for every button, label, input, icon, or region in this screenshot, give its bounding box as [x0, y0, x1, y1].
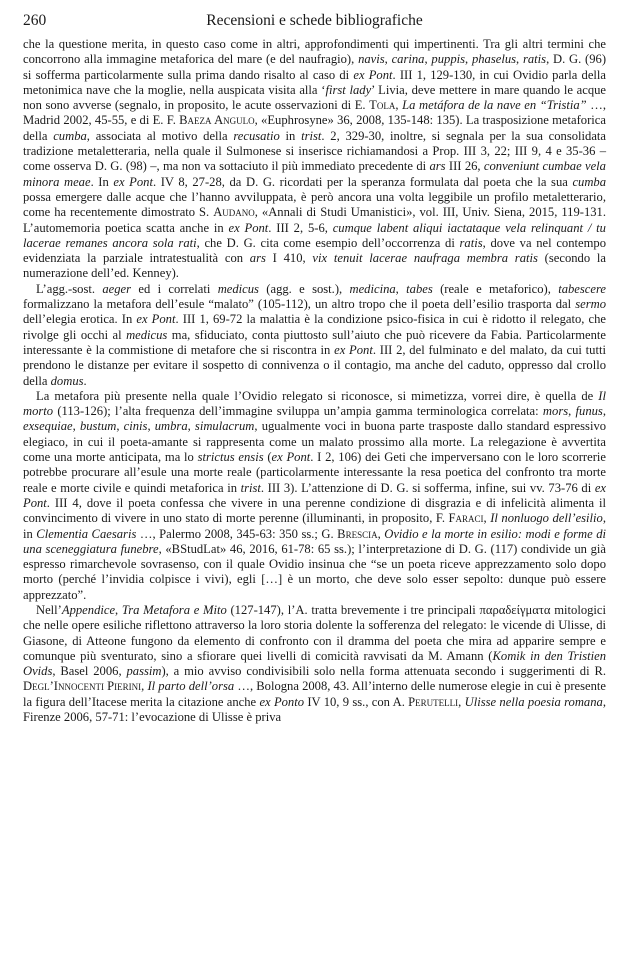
- italic-span: carina: [391, 52, 425, 67]
- italic-span: Appendice: [61, 602, 116, 617]
- text-run: ,: [516, 52, 523, 67]
- italic-span: bustum: [79, 419, 117, 434]
- italic-span: navis: [358, 52, 385, 67]
- italic-span: ex Pont: [228, 220, 269, 235]
- text-run: . In: [90, 174, 114, 189]
- text-run: . III 4, dove il poeta confessa che vivere in una perenne condizione di disgrazia e di infelicità alimenta il convincimento di vivere in uno stato di morte perenne (illuminanti, in proposito, F.: [23, 495, 606, 526]
- text-run: , dove va nel contempo evidenziata la parziale intratestualità con: [23, 235, 606, 266]
- text-run: , Basel 2006,: [52, 664, 127, 679]
- italic-span: cumque labent aliqui iactataque vela relinquant / tu lacerae remanes ancora sola rati: [23, 220, 606, 250]
- text-run: dell’elegia erotica. In: [23, 312, 137, 327]
- italic-span: trist: [240, 480, 261, 495]
- text-run: L’agg.-sost.: [36, 281, 103, 296]
- italic-span: exsequiae: [23, 419, 73, 434]
- text-run: ,: [384, 52, 392, 67]
- text-run: III 26,: [445, 159, 484, 174]
- italic-span: recusatio: [233, 128, 280, 143]
- text-run: (: [263, 450, 272, 465]
- italic-span: strictus ensis: [197, 450, 264, 465]
- running-header: [23, 11, 606, 31]
- italic-span: Komik in den Tristien Ovids: [23, 648, 606, 679]
- text-run: . III 1, 129-130, in cui Ovidio parla della metonimica nave che la moglie, nella auspicata visita alla ‘: [23, 67, 606, 97]
- text-run: , in: [23, 511, 607, 541]
- italic-span: funus: [575, 404, 603, 419]
- text-run: …, Bologna 2008, 43. All’interno delle numerose elegie in cui è presente la figura dell’Itacese merita la citazione anche: [23, 679, 606, 709]
- italic-span: passim: [126, 664, 162, 679]
- italic-span: conveniunt cumbae vela minora meae: [23, 159, 606, 189]
- text-run: . IV 8, 27-28, da D. G. ricordati per la speranza formulata dal poeta che la sua: [152, 174, 573, 189]
- italic-span: ratis: [459, 235, 483, 250]
- italic-span: simulacrum: [194, 419, 255, 434]
- italic-span: tabes: [406, 281, 433, 296]
- text-run: ,: [147, 419, 155, 434]
- text-run: ed i correlati: [131, 281, 218, 296]
- italic-span: trist: [301, 128, 322, 143]
- text-run: (secondo la numerazione dell’ed. Kenney).: [23, 251, 606, 281]
- italic-span: ars: [429, 159, 446, 174]
- italic-span: ars: [249, 251, 266, 266]
- italic-span: cinis: [123, 419, 148, 434]
- text-run: (agg. e sost.),: [258, 281, 350, 296]
- text-run: , D. G. (96) si sofferma particolarmente sulla prima dando risalto al caso di: [23, 52, 607, 82]
- italic-span: cumba: [53, 128, 87, 143]
- italic-span: ex Pont: [113, 174, 153, 189]
- italic-span: vix tenuit lacerae naufraga membra ratis: [312, 251, 538, 266]
- italic-span: Ulisse nella poesia romana: [464, 694, 603, 709]
- text-run: , che D. G. cita come esempio dell’occorrenza di: [196, 235, 460, 250]
- text-run: .: [83, 373, 87, 388]
- italic-span: aeger: [102, 281, 132, 296]
- review-body: [23, 37, 606, 725]
- text-run: , associata al motivo della: [86, 128, 234, 143]
- italic-span: medicus: [217, 281, 259, 296]
- text-run: . III 2, 5-6,: [268, 220, 333, 235]
- text-run: (113-126); l’alta frequenza dell’immagine sviluppa un’ampia gamma terminologica correlata:: [53, 404, 543, 419]
- text-run: possa emergere dalle acque che l’hanno avviluppata, è però ancora una volta leggibile un profilo metaletterario, come ha recentemente dimostrato S.: [23, 189, 606, 220]
- running-title: Recensioni e schede bibliografiche: [206, 12, 423, 29]
- text-run: ,: [72, 419, 80, 434]
- text-run: IV 10, 9 ss., con A.: [304, 694, 409, 709]
- text-run: , «Euphrosyne» 36, 2008, 135-148: 135). La trasposizione metaforica della: [23, 113, 606, 143]
- text-run: formalizzano la metafora dell’esule “malato” (105-112), un altro tropo che il poeta dell’esilio trasporta dal: [23, 297, 576, 312]
- text-run: , «BStudLat» 46, 2016, 61-78: 65 ss.); l’interpretazione di D. G. (117) condivide un già espresso rimarchevole sovrasenso, con il quale Ovidio insinua che “se un poeta riceve apprezzamento solo dopo morto (perché l’invidia colpisce i vivi), egli […] è un morto, che deve solo esser sepolto: dunque può essere apprezzato”.: [23, 541, 606, 602]
- italic-span: Il morto: [23, 388, 606, 419]
- text-run: I 410,: [265, 251, 313, 266]
- italic-span: medicina: [349, 281, 396, 296]
- text-run: ,: [187, 419, 195, 434]
- italic-span: Tra Metafora e Mito: [121, 602, 227, 617]
- italic-span: ex Ponto: [259, 694, 305, 709]
- text-run: ,: [465, 52, 472, 67]
- text-run: ma, sfiduciato, conta piuttosto sull’aiuto che può ricevere da Fabia. Particolarmente interessante è la commistione di metafore che si riscontra in: [23, 327, 607, 357]
- text-run: , ugualmente voci in buona parte trasposte dallo standard espressivo elegiaco, in cui il poeta-amante si rappresenta come un malato prossimo alla morte. La relegazione è avvertita come una morte anticipata, ma lo: [23, 419, 607, 465]
- author-name: Degl’Innocenti Pierini: [23, 679, 142, 694]
- text-run: ,: [115, 602, 122, 617]
- author-name: Brescia: [337, 526, 378, 541]
- italic-span: Clementia Caesaris: [36, 526, 137, 541]
- italic-span: ex Pont: [353, 67, 393, 82]
- text-run: che la questione merita, in questo caso come in altri, approfondimenti qui impertinenti. Tra gli altri termini che concorrono alla immagine metaforica del mare (e del naufragio),: [23, 37, 606, 67]
- page-number: 260: [23, 12, 47, 29]
- italic-span: medicus: [126, 327, 168, 342]
- text-run: La metafora più presente nella quale l’Ovidio relegato si riconosce, si mimetizza, vorrei dire, è quella de: [36, 388, 599, 403]
- italic-span: ex Pont: [23, 480, 606, 510]
- italic-span: Il nonluogo dell’esilio: [490, 511, 603, 526]
- text-run: . III 3). L’attenzione di D. G. si sofferma, infine, sui vv. 73-76 di: [260, 480, 595, 495]
- italic-span: phaselus: [471, 52, 517, 67]
- italic-span: ex Pont: [271, 450, 311, 465]
- italic-span: ex Pont: [136, 312, 176, 327]
- italic-span: tabescere: [558, 281, 606, 296]
- italic-span: Ovidio e la morte in esilio: modi e forme di una sceneggiatura funebre: [23, 526, 607, 556]
- author-name: Audano: [213, 205, 255, 220]
- text-run: in: [279, 128, 302, 143]
- text-run: . 2, 329-30, inoltre, si segnala per la sua consolidata tradizione metaletteraria, nella quale il Sulmonese si inserisce richiamandosi a Prop. III 3, 22; III 9, 4 e 35-36 – come osserva D. G. (98) –, ma non va sottaciuto il più immediato precedente di: [23, 128, 607, 174]
- text-run: ,: [395, 281, 407, 296]
- text-run: ’ Livia, deve mettere in mare quando le acque non sono avverse (segnalo, in proposito, le acute osservazioni di E.: [23, 82, 606, 113]
- author-name: Baeza Angulo: [179, 113, 255, 128]
- paragraph-il-morto: [23, 389, 606, 603]
- text-run: ,: [116, 419, 124, 434]
- text-run: Nell’: [36, 602, 62, 617]
- text-run: ,: [458, 694, 465, 709]
- paragraph-aeger: [23, 282, 606, 389]
- text-run: ,: [568, 404, 576, 419]
- text-run: ,: [377, 526, 385, 541]
- italic-span: umbra: [154, 419, 188, 434]
- paragraph-cumba: [23, 37, 606, 282]
- text-run: ,: [424, 52, 432, 67]
- text-run: (127-147), l’A. tratta brevemente i tre principali παραδείγματα mitologici che nelle opere esiliche riflettono attraverso la loro storia dolente la sofferenza del relegato: le vicende di Ulisse, di Giasone, di Atteone fungono da elemento di confronto con il dramma del poeta che mira ad apparire sempre e comunque più sventurato, sino a sfiorare quei livelli di comicità ravvisati da M. Amann (: [23, 602, 607, 663]
- italic-span: mors: [542, 404, 569, 419]
- text-run: ,: [141, 679, 148, 694]
- text-run: . III 1, 69-72 la malattia è la condizione psico-fisica in cui è ridotto il relegato, che rivolge gli occhi al: [23, 312, 607, 342]
- text-run: ), a mio avviso condivisibili solo nella forma attenuata secondo i suggerimenti di R.: [161, 664, 606, 679]
- italic-span: puppis: [431, 52, 466, 67]
- italic-span: ratis: [522, 52, 547, 67]
- text-run: …, Palermo 2008, 345-63: 350 ss.; G.: [136, 526, 338, 541]
- text-run: …, Madrid 2002, 45-55, e di E. F.: [23, 98, 607, 128]
- italic-span: cumba: [572, 174, 607, 189]
- author-name: Tola: [369, 98, 396, 113]
- author-name: Faraci: [448, 511, 484, 526]
- text-run: , «Annali di Studi Umanistici», vol. III, Univ. Siena, 2015, 119-131. L’automemoria poetica scatta anche in: [23, 205, 606, 235]
- italic-span: Il parto dell’orsa: [147, 679, 235, 694]
- italic-span: domus: [50, 373, 84, 388]
- text-run: ,: [602, 404, 606, 419]
- text-run: ,: [483, 511, 491, 526]
- italic-span: first lady: [325, 82, 372, 97]
- text-run: . I 2, 106) dei Geti che imperversano con le loro scorrerie potrebbe procurare all’esule una morte reale (particolarmente interessante la resa poetica del confronto tra morte reale e morte civile e quindi metaforica in: [23, 450, 607, 495]
- text-run: (reale e metaforico),: [432, 281, 559, 296]
- italic-span: ex Pont: [334, 342, 373, 357]
- italic-span: sermo: [575, 297, 606, 312]
- text-run: . III 2, del fulminato e del malato, da cui tutti prendono le distanze per evitare il sospetto di connivenza o il contagio, ma anche del caduto, oppresso dal crollo della: [23, 342, 606, 388]
- text-run: , Firenze 2006, 57-71: l’evocazione di Ulisse è priva: [23, 694, 606, 725]
- text-run: ,: [395, 98, 403, 113]
- paragraph-appendice: [23, 603, 606, 725]
- italic-span: La metáfora de la nave en “Tristia”: [402, 98, 587, 113]
- author-name: Perutelli: [408, 694, 459, 709]
